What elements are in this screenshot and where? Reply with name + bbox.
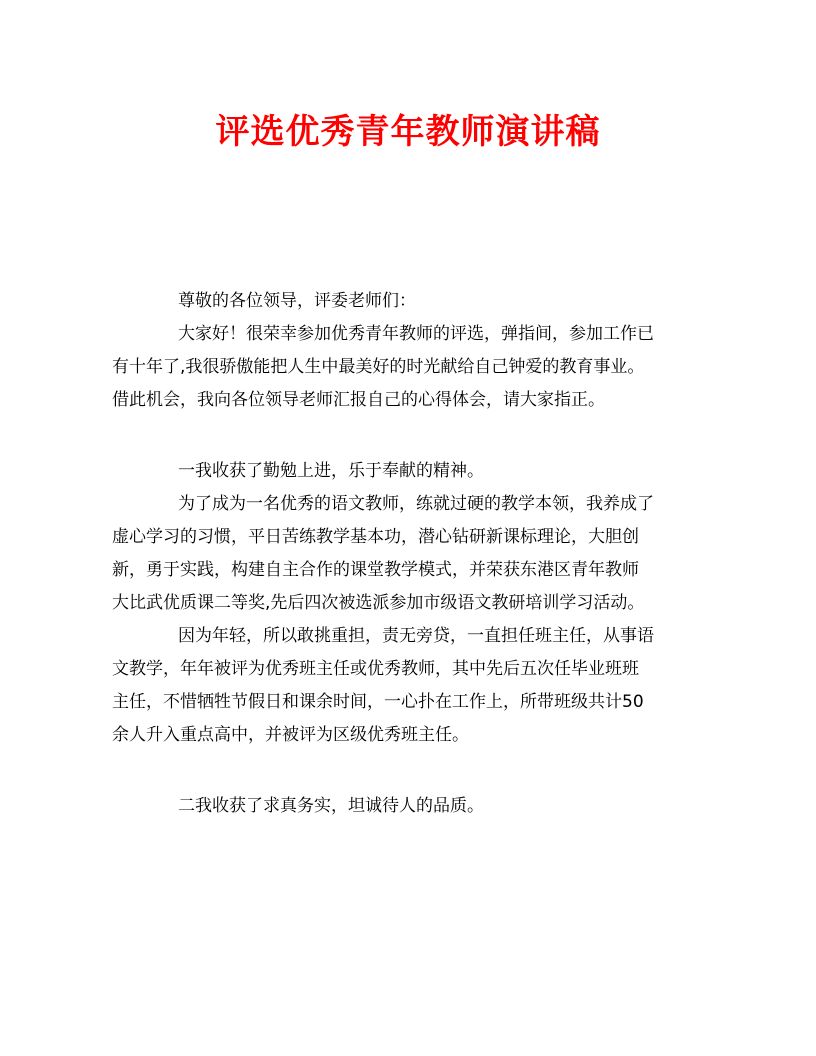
- paragraph-line: 大比武优质课二等奖,先后四次被选派参加市级语文教研培训学习活动。: [112, 593, 645, 613]
- paragraph-line: 有十年了,我很骄傲能把人生中最美好的时光献给自己钟爱的教育事业。: [112, 357, 645, 377]
- paragraph-line: 借此机会，我向各位领导老师汇报自己的心得体会，请大家指正。: [112, 390, 605, 410]
- section-heading: 二我收获了求真务实，坦诚待人的品质。: [178, 796, 484, 816]
- paragraph-line: 新，勇于实践，构建自主合作的课堂教学模式，并荣获东港区青年教师: [112, 560, 639, 580]
- paragraph-line: 文教学，年年被评为优秀班主任或优秀教师，其中先后五次任毕业班班: [112, 659, 639, 679]
- paragraph-line: 主任，不惜牺牲节假日和课余时间，一心扑在工作上，所带班级共计50: [112, 692, 644, 712]
- paragraph-line: 为了成为一名优秀的语文教师，练就过硬的教学本领，我养成了: [178, 494, 654, 514]
- paragraph-line: 因为年轻，所以敢挑重担，责无旁贷，一直担任班主任，从事语: [178, 626, 654, 646]
- paragraph-gap: [112, 417, 702, 455]
- salutation-line: 尊敬的各位领导，评委老师们：: [178, 291, 416, 311]
- paragraph-line: 虚心学习的习惯，平日苦练教学基本功，潜心钻研新课标理论，大胆创: [112, 527, 639, 547]
- paragraph-line: 余人升入重点高中，并被评为区级优秀班主任。: [112, 725, 469, 745]
- section-heading: 一我收获了勤勉上进，乐于奉献的精神。: [178, 461, 484, 481]
- document-title: 评选优秀青年教师演讲稿: [215, 112, 601, 152]
- paragraph-line: 大家好！很荣幸参加优秀青年教师的评选，弹指间，参加工作已: [178, 324, 654, 344]
- document-body: [112, 285, 702, 823]
- paragraph-gap: [112, 752, 702, 790]
